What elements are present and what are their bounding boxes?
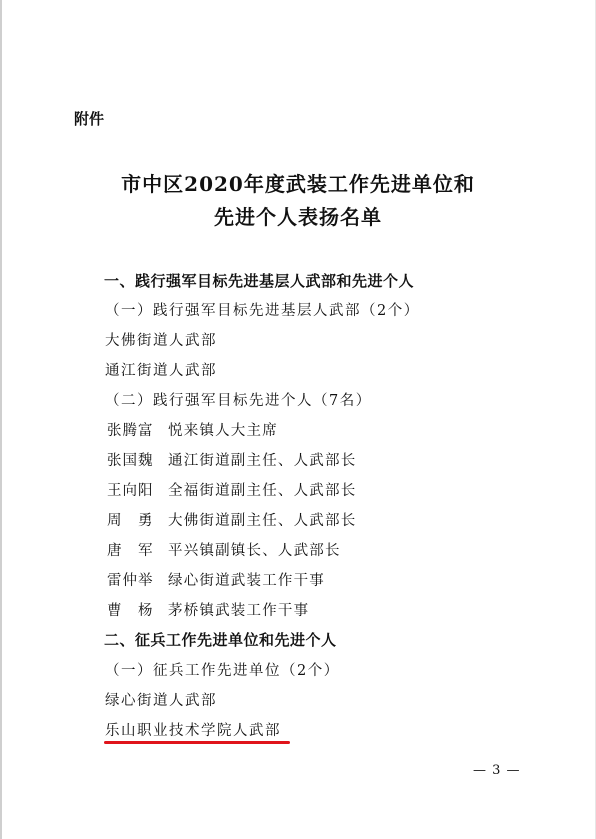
person-row (107, 479, 356, 500)
person-title: 大佛街道副主任、人武部长 (168, 513, 357, 529)
person-row (107, 449, 356, 470)
red-underline-annotation (104, 741, 290, 744)
person-row (107, 569, 325, 590)
person-name: 张国魏 (107, 453, 154, 469)
attachment-label: 附件 (74, 110, 105, 128)
section-2-heading: 二、征兵工作先进单位和先进个人 (104, 631, 337, 649)
unit-item: 通江街道人武部 (105, 363, 217, 379)
document-title-line-2: 先进个人表扬名单 (214, 205, 382, 229)
page-edge-left (0, 0, 2, 839)
page-number: — 3 — (473, 763, 521, 778)
person-name: 王向阳 (107, 483, 154, 499)
subsection-2-1-heading: （一）征兵工作先进单位（2个） (105, 663, 340, 679)
person-title: 绿心街道武装工作干事 (168, 573, 325, 589)
unit-item: 大佛街道人武部 (105, 333, 217, 349)
person-name: 周 勇 (107, 513, 154, 529)
person-name: 雷仲举 (107, 573, 154, 589)
document-title-line-1: 市中区2020年度武装工作先进单位和 (121, 172, 475, 196)
person-name: 曹 杨 (107, 603, 154, 619)
person-title: 悦来镇人大主席 (168, 423, 278, 439)
unit-item-highlighted: 乐山职业技术学院人武部 (105, 723, 281, 739)
person-title: 通江街道副主任、人武部长 (168, 453, 357, 469)
section-1-heading: 一、践行强军目标先进基层人武部和先进个人 (104, 272, 415, 290)
person-title: 平兴镇副镇长、人武部长 (168, 543, 341, 559)
person-row (107, 539, 341, 560)
person-row (107, 419, 278, 440)
person-name: 张腾富 (107, 423, 154, 439)
person-row (107, 599, 309, 620)
person-name: 唐 军 (107, 543, 154, 559)
subsection-1-1-heading: （一）践行强军目标先进基层人武部（2个） (105, 303, 420, 319)
unit-item: 绿心街道人武部 (105, 693, 217, 709)
person-title: 全福街道副主任、人武部长 (168, 483, 357, 499)
subsection-1-2-heading: （二）践行强军目标先进个人（7名） (105, 393, 372, 409)
person-row (107, 509, 356, 530)
person-title: 茅桥镇武装工作干事 (168, 603, 310, 619)
